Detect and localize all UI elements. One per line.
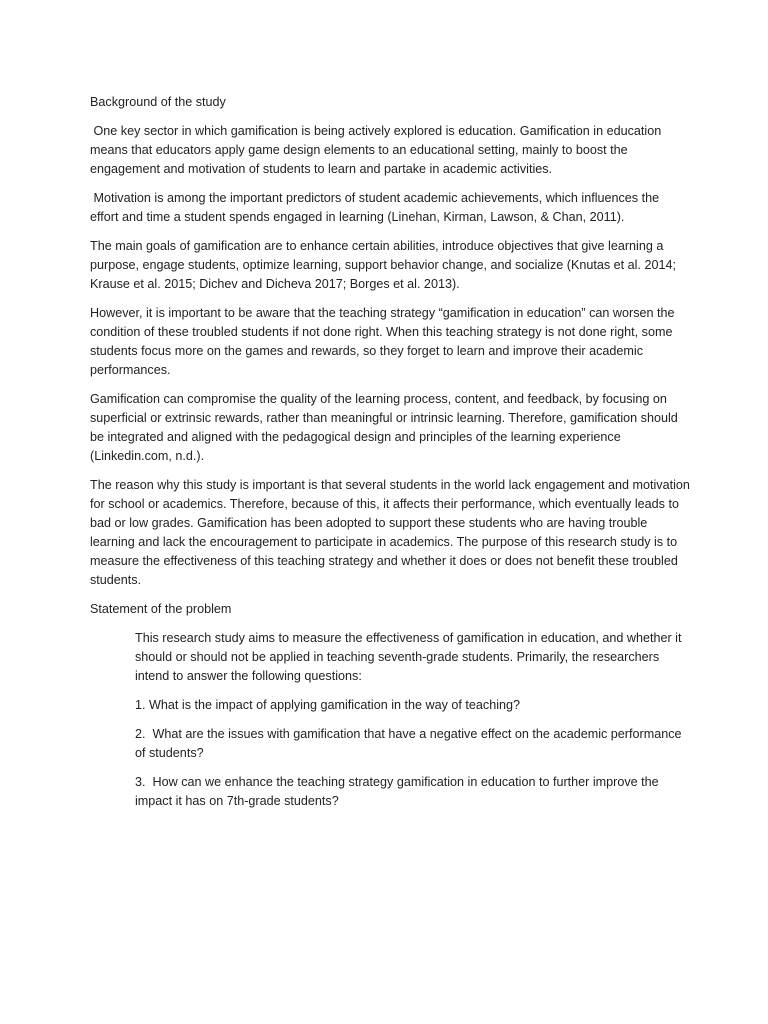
research-question-3: 3. How can we enhance the teaching strategy gamification in education to further improve the impact it has on 7th-grade students?	[135, 775, 663, 808]
paragraph-motivation: Motivation is among the important predictors of student academic achievements, which influences the effort and time a student spends engaged in learning (Linehan, Kirman, Lawson, & Chan, 2011).	[90, 191, 663, 224]
problem-statement-block	[135, 629, 690, 811]
problem-intro-paragraph: This research study aims to measure the effectiveness of gamification in education, and whether it should or should not be applied in teaching seventh-grade students. Primarily, the researchers intend to answer the following questions:	[135, 631, 682, 683]
research-question-1: 1. What is the impact of applying gamification in the way of teaching?	[135, 698, 521, 712]
section-heading-background: Background of the study	[90, 95, 226, 109]
paragraph-compromise-quality: Gamification can compromise the quality of the learning process, content, and feedback, by focusing on superficial or extrinsic rewards, rather than meaningful or intrinsic learning. Therefore, gamification should be integrated and aligned with the pedagogical design and principles of the learning experience (Linkedin.com, n.d.).	[90, 392, 678, 463]
research-question-2: 2. What are the issues with gamification that have a negative effect on the academic performance of students?	[135, 727, 685, 760]
paragraph-study-importance: The reason why this study is important is that several students in the world lack engagement and motivation for school or academics. Therefore, because of this, it affects their performance, which eventually leads to bad or low grades. Gamification has been adopted to support these students who are having trouble learning and lack the encouragement to participate in academics. The purpose of this research study is to measure the effectiveness of this teaching strategy and whether it does or does not benefit these troubled students.	[90, 478, 690, 587]
paragraph-caution: However, it is important to be aware that the teaching strategy “gamification in education” can worsen the condition of these troubled students if not done right. When this teaching strategy is not done right, some students focus more on the games and rewards, so they forget to learn and improve their academic performances.	[90, 306, 675, 377]
paragraph-main-goals: The main goals of gamification are to enhance certain abilities, introduce objectives that give learning a purpose, engage students, optimize learning, support behavior change, and socialize (Knutas et al. 2014; Krause et al. 2015; Dichev and Dicheva 2017; Borges et al. 2013).	[90, 239, 676, 291]
document-body	[90, 93, 690, 821]
paragraph-gamification-education: One key sector in which gamification is being actively explored is education. Gamification in education means that educators apply game design elements to an educational setting, mainly to boost the engagement and motivation of students to learn and partake in academic activities.	[90, 124, 665, 176]
section-heading-problem: Statement of the problem	[90, 602, 232, 616]
